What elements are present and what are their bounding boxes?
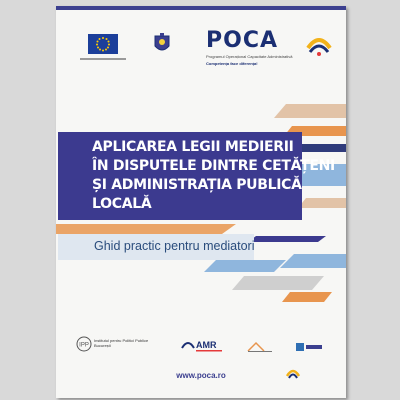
amr-logo (180, 336, 228, 359)
romanian-crest-icon (153, 32, 171, 56)
poca-wordmark (206, 30, 296, 52)
website-url: www.poca.ro (176, 371, 226, 380)
title-line-1: APLICAREA LEGII MEDIERII (92, 139, 294, 155)
partner-logo-3 (246, 340, 274, 358)
partner-logos (56, 334, 346, 364)
svg-text:IPP: IPP (79, 342, 89, 349)
partner-logo-icon-2 (296, 341, 324, 353)
poca-emblem-icon (286, 366, 300, 380)
ipp-logo-icon (76, 336, 92, 352)
amr-text: AMR (196, 340, 217, 350)
cover-title (92, 138, 346, 214)
instrumente-structurale-icon (304, 30, 334, 60)
poca-name: POCA (206, 28, 278, 53)
eu-caption (80, 58, 126, 60)
amr-logo-icon (180, 336, 228, 354)
top-stripe (56, 6, 346, 10)
eu-flag-icon (88, 34, 118, 54)
title-line-2: ÎN DISPUTELE DINTRE CETĂȚENI (92, 158, 335, 174)
ipp-name: Institutul pentru Politici Publice (94, 338, 149, 343)
poca-tagline-top: Programul Operațional Capacitate Administrativă (206, 54, 293, 59)
poca-tagline-bottom: Competența face diferența! (206, 61, 258, 66)
title-line-3: ȘI ADMINISTRAȚIA PUBLICĂ LOCALĂ (92, 177, 302, 212)
partner-logo-icon (246, 341, 274, 353)
partner-logo-4 (296, 340, 324, 358)
poca-logo (206, 30, 296, 66)
ipp-city: București (94, 343, 111, 348)
book-cover (56, 6, 346, 398)
cover-subtitle: Ghid practic pentru mediatori (94, 239, 255, 253)
